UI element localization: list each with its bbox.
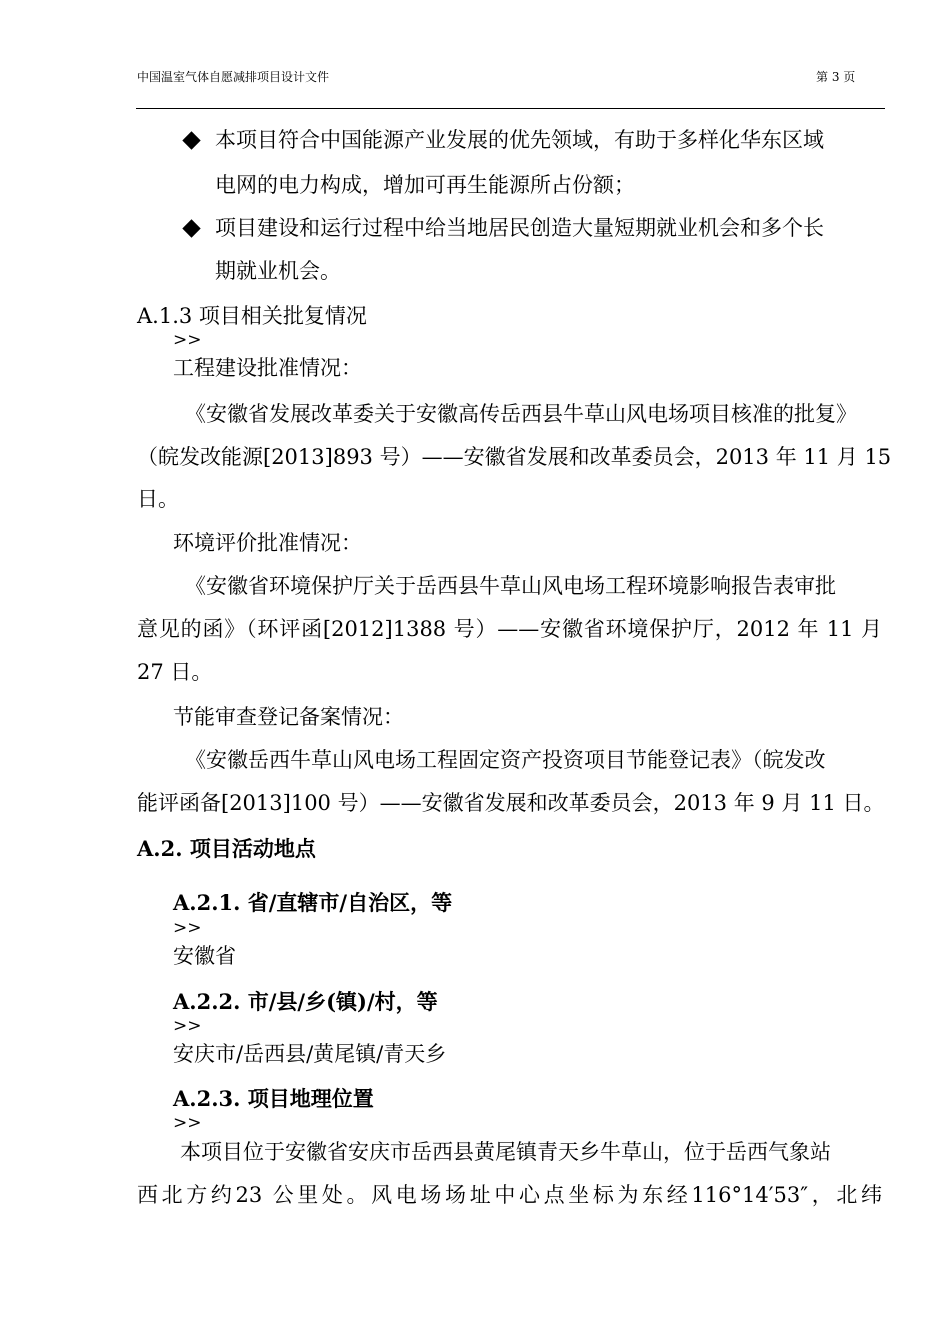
bullet-diamond-icon <box>182 219 200 237</box>
section-marker: >> <box>173 1016 202 1036</box>
header-rule <box>136 108 885 109</box>
bullet-1-line-2: 电网的电力构成，增加可再生能源所占份额； <box>215 173 635 197</box>
env-approval-line-3: 27 日。 <box>137 660 213 684</box>
location-description-line-2: 西北方约23 公里处。风电场场址中心点坐标为东经116°14′53″，北纬 <box>137 1183 882 1207</box>
construction-approval-line-3: 日。 <box>137 487 179 511</box>
header-page-number: 第 3 页 <box>816 70 856 84</box>
energy-filing-line-1: 《安徽岳西牛草山风电场工程固定资产投资项目节能登记表》（皖发改 <box>185 748 826 772</box>
construction-approval-line-2: （皖发改能源[2013]893 号）——安徽省发展和改革委员会，2013 年 11 月 15 <box>137 445 892 469</box>
locality-value: 安庆市/岳西县/黄尾镇/青天乡 <box>173 1042 447 1066</box>
energy-filing-line-2: 能评函备[2013]100 号）——安徽省发展和改革委员会，2013 年 9 月 11 日。 <box>137 791 885 815</box>
energy-filing-label: 节能审查登记备案情况： <box>173 705 404 729</box>
section-a23-heading: A.2.3. 项目地理位置 <box>173 1086 374 1111</box>
env-approval-line-2: 意见的函》（环评函[2012]1388 号）——安徽省环境保护厅，2012 年 11 月 <box>137 617 882 641</box>
section-a2-heading: A.2. 项目活动地点 <box>137 836 316 861</box>
bullet-diamond-icon <box>182 131 200 149</box>
section-marker: >> <box>173 918 202 938</box>
header-doc-title: 中国温室气体自愿减排项目设计文件 <box>137 70 330 84</box>
env-approval-line-1: 《安徽省环境保护厅关于岳西县牛草山风电场工程环境影响报告表审批 <box>185 574 836 598</box>
construction-approval-label: 工程建设批准情况： <box>173 356 362 380</box>
section-a21-heading: A.2.1. 省/直辖市/自治区，等 <box>173 890 453 915</box>
section-marker: >> <box>173 330 202 350</box>
bullet-1-line-1: 本项目符合中国能源产业发展的优先领域，有助于多样化华东区域 <box>215 128 824 152</box>
bullet-2-line-1: 项目建设和运行过程中给当地居民创造大量短期就业机会和多个长 <box>215 216 824 240</box>
construction-approval-line-1: 《安徽省发展改革委关于安徽高传岳西县牛草山风电场项目核准的批复》 <box>185 402 857 426</box>
section-marker: >> <box>173 1113 202 1133</box>
location-description-line-1: 本项目位于安徽省安庆市岳西县黄尾镇青天乡牛草山，位于岳西气象站 <box>180 1140 831 1164</box>
section-a22-heading: A.2.2. 市/县/乡(镇)/村，等 <box>173 989 438 1014</box>
bullet-2-line-2: 期就业机会。 <box>215 259 341 283</box>
section-a13-heading: A.1.3 项目相关批复情况 <box>137 304 367 328</box>
env-approval-label: 环境评价批准情况： <box>173 531 362 555</box>
province-value: 安徽省 <box>173 944 236 968</box>
